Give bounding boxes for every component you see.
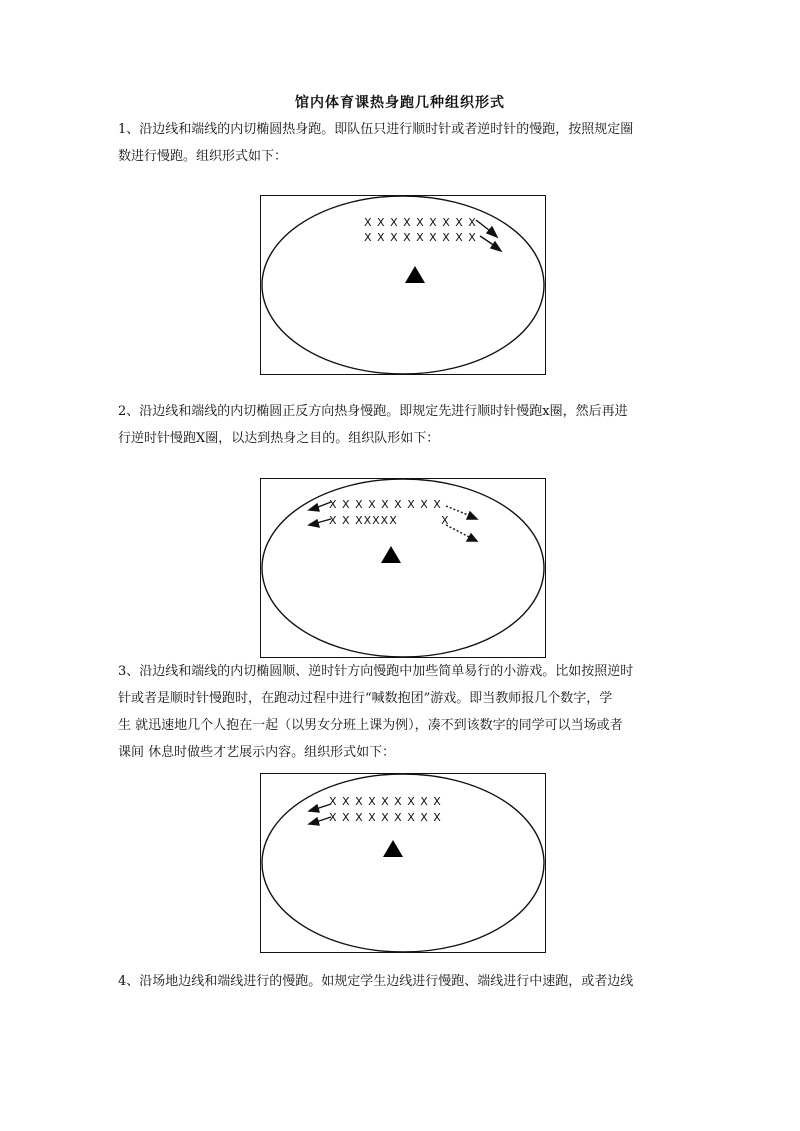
runner-row-2-trailing: X <box>441 514 450 527</box>
section-3-line-2: 针或者是顺时针慢跑时，在跑动过程中进行“喊数抱团”游戏。即当教师报几个数字，学 <box>118 691 613 706</box>
arrow-head-left-1 <box>309 805 319 812</box>
clockwise-dotted-arrows <box>446 506 477 541</box>
document-title: 馆内体育课热身跑几种组织形式 <box>295 95 505 111</box>
section-3-text <box>118 658 688 766</box>
section-4-text <box>118 968 688 995</box>
figure-2-diagram <box>260 478 546 658</box>
section-2-line-1: 2、沿边线和端线的内切椭圆正反方向热身慢跑。即规定先进行顺时针慢跑x圈，然后再进 <box>118 404 628 419</box>
clockwise-arrows <box>476 220 501 251</box>
counterclockwise-arrows <box>309 804 331 825</box>
section-3-line-1: 3、沿边线和端线的内切椭圆顺、逆时针方向慢跑中加些简单易行的小游戏。比如按照逆时 <box>118 664 634 679</box>
counterclockwise-arrows <box>309 502 331 527</box>
dotted-arrow-head-2 <box>467 534 477 541</box>
teacher-triangle-icon <box>405 266 425 283</box>
figure-1-diagram <box>260 195 546 375</box>
runner-row-1: X X X X X X X X X <box>329 498 442 511</box>
section-4-line-1: 4、沿场地边线和端线进行的慢跑。如规定学生边线进行慢跑、端线进行中速跑，或者边线 <box>118 974 634 989</box>
runner-row-2: X X XXXXX <box>329 514 398 527</box>
teacher-triangle-icon <box>381 546 401 563</box>
dotted-arrow-head-1 <box>467 512 477 519</box>
arrow-head-left-2 <box>309 818 319 825</box>
runner-row-1: X X X X X X X X X <box>329 795 442 808</box>
section-2-line-2: 行逆时针慢跑X圈，以达到热身之目的。组织队形如下： <box>118 431 440 446</box>
figure-3-diagram <box>260 773 546 953</box>
arrow-head-left-1 <box>309 504 319 511</box>
section-1-line-1: 1、沿边线和端线的内切椭圆热身跑。即队伍只进行顺时针或者逆时针的慢跑，按照规定圈 <box>118 122 634 137</box>
teacher-triangle-icon <box>383 840 403 857</box>
section-2-text <box>118 398 688 452</box>
runner-row-2: X X X X X X X X X <box>364 231 477 244</box>
arrow-head-left-2 <box>309 520 319 527</box>
runner-row-2: X X X X X X X X X <box>329 811 442 824</box>
arrow-head-1 <box>487 227 497 237</box>
runner-row-1: X X X X X X X X X <box>364 216 477 229</box>
section-1-text <box>118 116 688 170</box>
section-3-line-4: 课间 休息时做些才艺展示内容。组织形式如下： <box>118 745 396 760</box>
arrow-head-2 <box>491 242 501 251</box>
section-3-line-3: 生 就迅速地几个人抱在一起（以男女分班上课为例），凑不到该数字的同学可以当场或者 <box>118 718 623 733</box>
section-1-line-2: 数进行慢跑。组织形式如下： <box>118 149 288 164</box>
